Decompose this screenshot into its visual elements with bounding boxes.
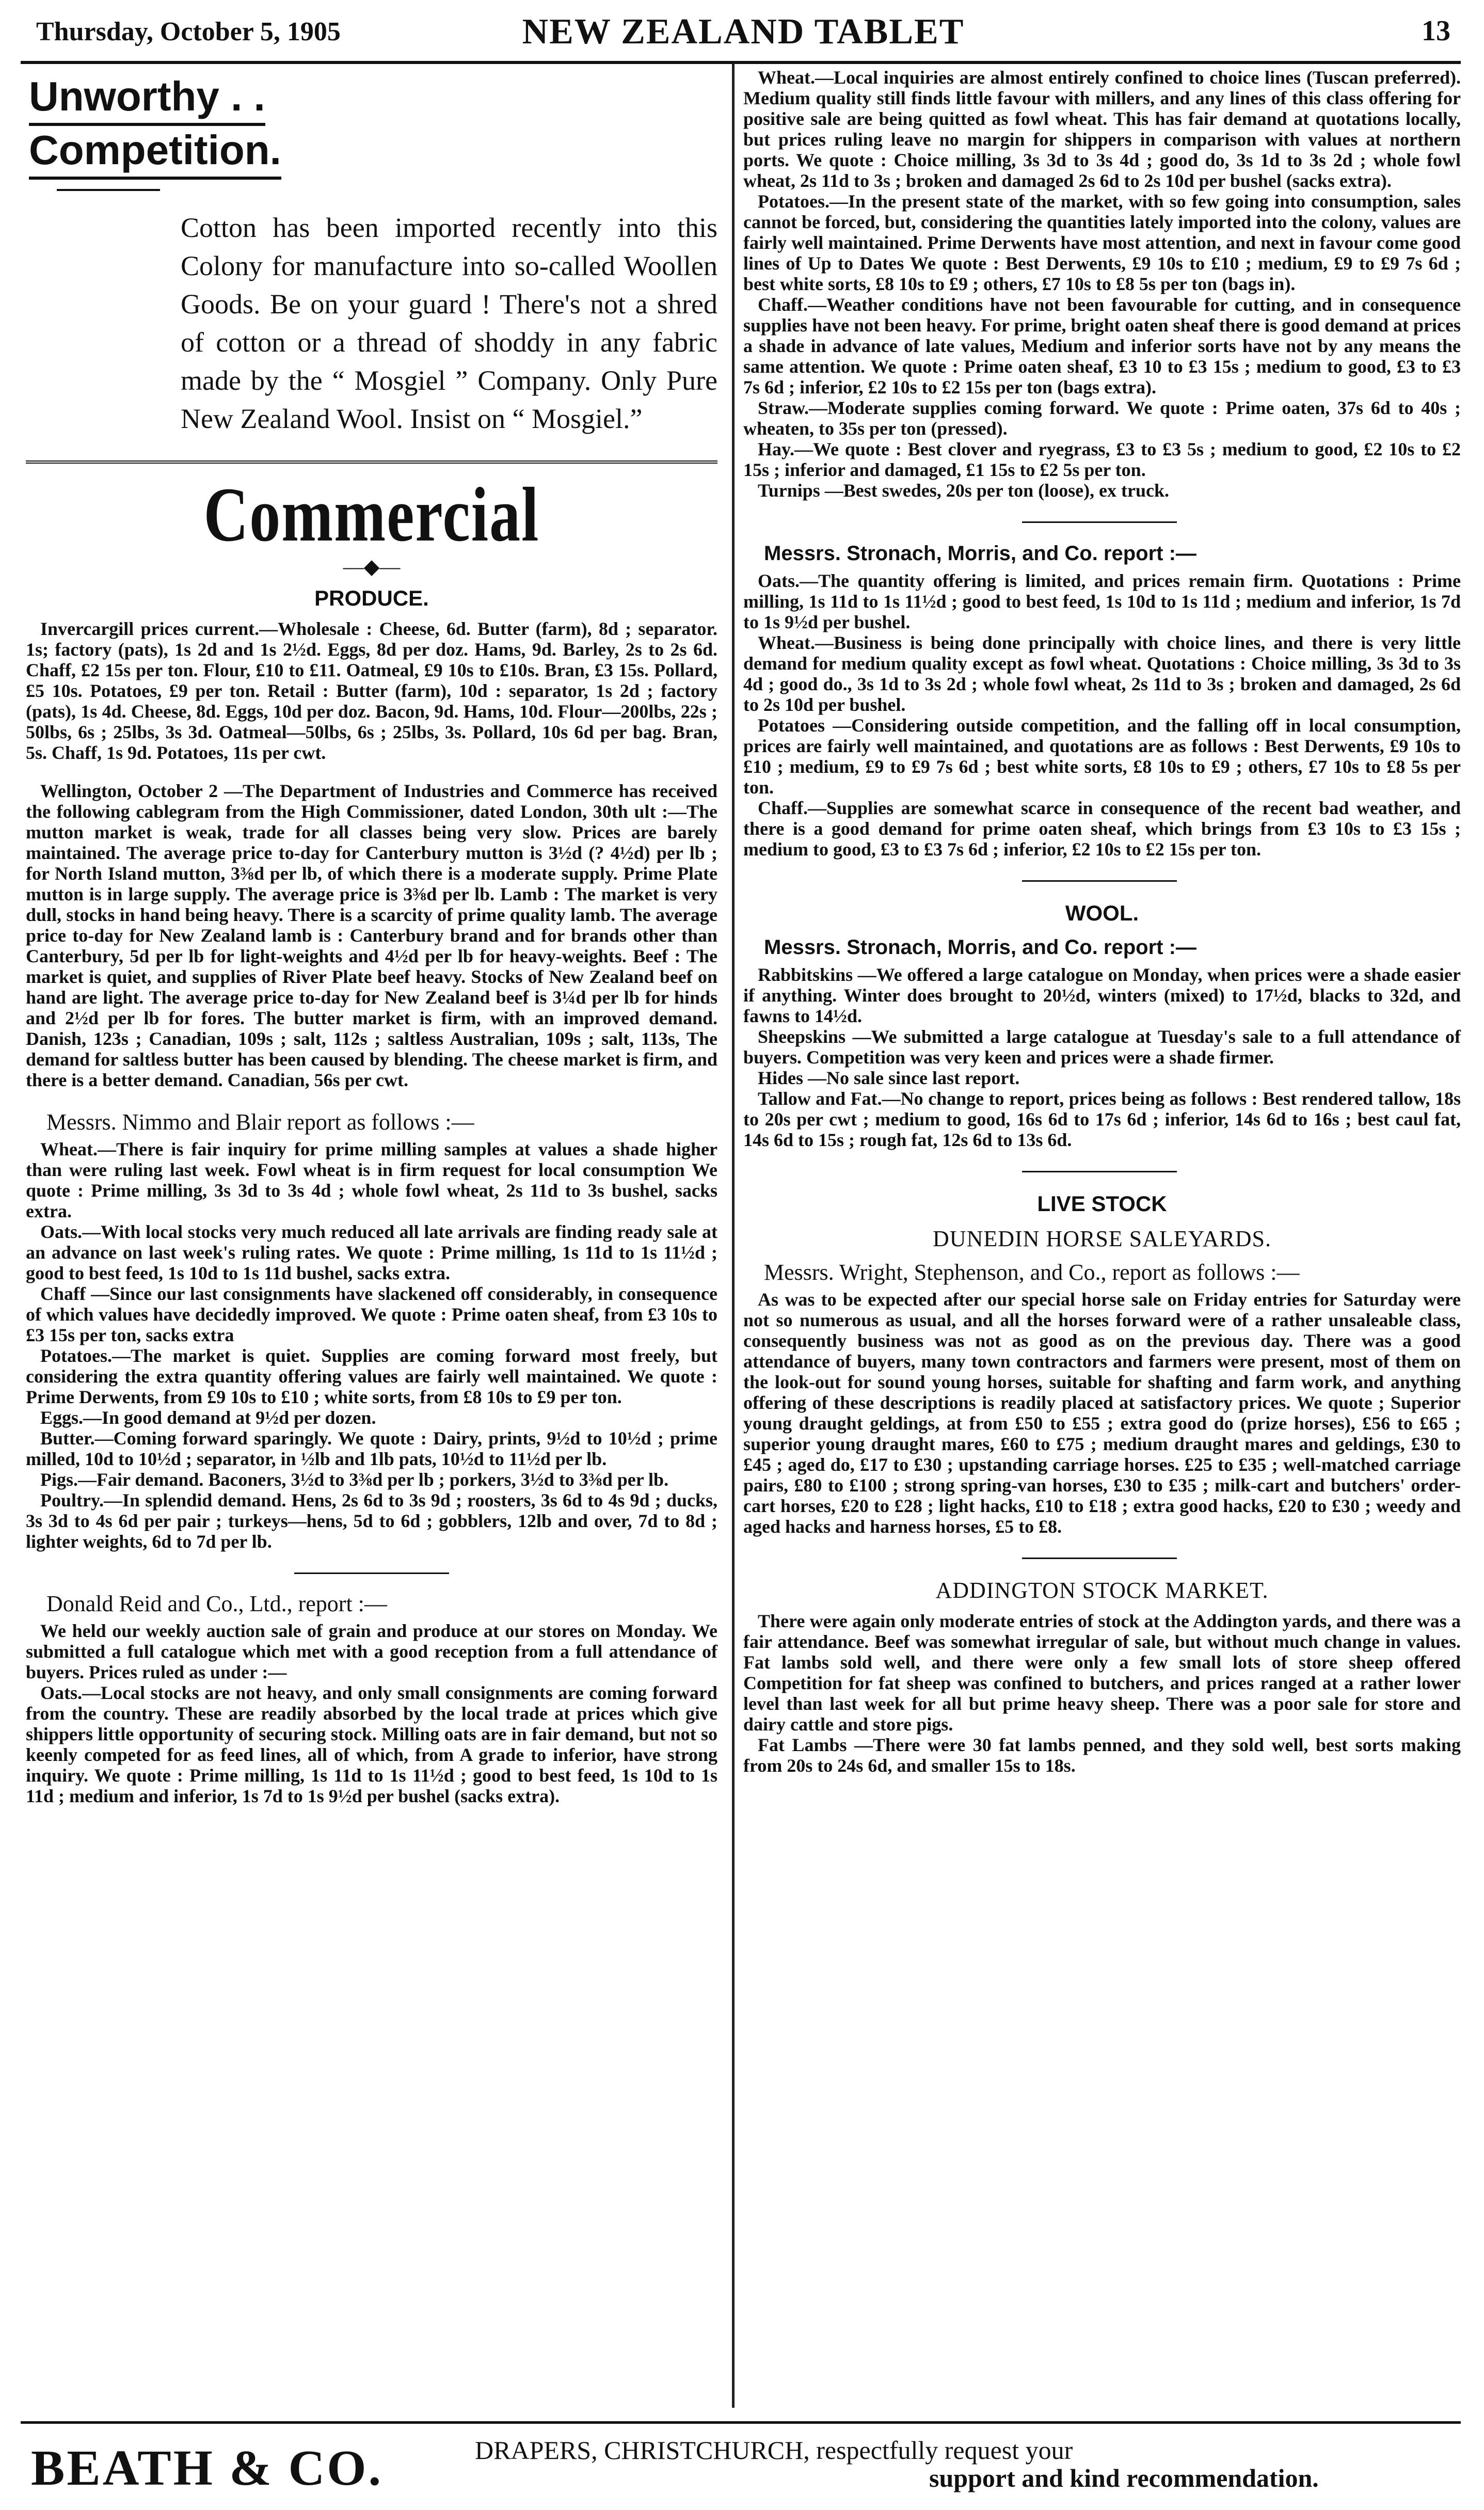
wool-item: Hides —No sale since last report. [758, 1068, 1020, 1088]
issue-date: Thursday, October 5, 1905 [36, 17, 341, 46]
masthead: NEW ZEALAND TABLET [522, 12, 965, 52]
footer-advertisement [21, 2421, 1461, 2501]
divider [1022, 521, 1177, 523]
donald-item: Oats.—Local stocks are not heavy, and only small consignments are coming forward from the country. These are readily absorbed by the local trade at prices which give shippers little opportunity of securing stock. Milling oats are in fair demand, but not so keenly competed for as feed lines, all of which, from A grade to inferior, have strong inquiry. We quote : Prime milling, 1s 11d to 1s 11½d ; good to best feed, 1s 10d to 1s 11d ; medium and inferior, 1s 7d to 1s 9½d per bushel (sacks extra). [26, 1682, 717, 1806]
livestock-heading: LIVE STOCK [1037, 1192, 1167, 1216]
wool-item: Tallow and Fat.—No change to report, prices being as follows : Best rendered tallow, 18s to 20s per cwt ; medium to good, 16s 6d to 17s 6d ; inferior, 14s 6d to 16s ; best caul fat, 14s 6d to 15s ; rough fat, 12s 6d to 13s 6d. [743, 1088, 1461, 1150]
right-column [743, 67, 1461, 1776]
donald-item: Potatoes.—In the present state of the market, with so few going into consumption, sales cannot be forced, but, considering the quantities lately imported into the colony, values are fairly well maintained. Prime Derwents have most attention, and next in favour come good lines of Up to Dates We quote : Best Derwents, £9 10s to £10 ; medium, £9 to £9 7s 6d ; best white sorts, £8 10s to £9 ; others, £7 10s to £8 5s per ton (bags in). [743, 191, 1461, 294]
donald-heading: Donald Reid and Co., Ltd., report :— [46, 1591, 387, 1616]
wool-item: Rabbitskins —We offered a large catalogue on Monday, when prices were a shade easier if anything. Winter does brought to 20½d, winters (mixed) to 17½d, blacks to 32d, and fawns to 14½d. [743, 964, 1461, 1026]
mosgiel-advertisement [26, 72, 717, 438]
divider [1022, 1171, 1177, 1172]
wright-heading: Messrs. Wright, Stephenson, and Co., report as follows :— [764, 1260, 1300, 1285]
stronach-item: Chaff.—Supplies are somewhat scarce in consequence of the recent bad weather, and there is a good demand for prime oaten sheaf, which brings from £3 10s to £3 15s ; medium to good, £3 to £3 7s 6d ; inferior, £2 10s to £2 15s per ton. [743, 798, 1461, 860]
divider [1022, 1558, 1177, 1559]
donald-item: We held our weekly auction sale of grain and produce at our stores on Monday. We submitted a full catalogue which met with a good reception from a full attendance of buyers. Prices ruled as under :— [26, 1621, 717, 1682]
ornament: —◆— [343, 555, 401, 578]
column-divider [732, 64, 735, 2408]
wool-item: Sheepskins —We submitted a large catalogue at Tuesday's sale to a full attendance of buyers. Competition was very keen and prices were a shade firmer. [743, 1026, 1461, 1068]
invercargill-paragraph: Invercargill prices current.—Wholesale : Cheese, 6d. Butter (farm), 8d ; separator. 1s; factory (pats), 1s 2d and 1s 2½d. Eggs, 8d per doz. Hams, 9d. Barley, 2s to 2s 6d. Chaff, £2 15s per ton. Flour, £10 to £11. Oatmeal, £9 10s to £10s. Bran, £3 15s. Pollard, £5 10s. Potatoes, £9 per ton. Retail : Butter (farm), 10d : separator, 1s 2d ; factory (pats), 1s 4d. Cheese, 8d. Eggs, 10d per doz. Bacon, 9d. Hams, 10d. Flour—200lbs, 22s ; 50lbs, 6s ; 25lbs, 3s 3d. Oatmeal—50lbs, 6s ; 25lbs, 3s. Pollard, 10s 6d per bag. Bran, 5s. Chaff, 1s 9d. Potatoes, 11s per cwt. [26, 618, 717, 763]
nimmo-item: Eggs.—In good demand at 9½d per dozen. [40, 1407, 376, 1428]
header-rule [21, 61, 1461, 64]
donald-item: Hay.—We quote : Best clover and ryegrass, £3 to £3 5s ; medium to good, £2 10s to £2 15s ; inferior and damaged, £1 15s to £2 5s per ton. [743, 439, 1461, 480]
ad-text: Cotton has been imported recently into this Colony for manufacture into so-called Woollen Goods. Be on your guard ! There's not a shred of cotton or a thread of shoddy in any fabric made by the “ Mosgiel ” Company. Only Pure New Zealand Wool. Insist on “ Mosgiel.” [181, 212, 717, 434]
addington-item: Fat Lambs —There were 30 fat lambs penned, and they sold well, best sorts making from 20s to 24s 6d, and smaller 15s to 18s. [743, 1735, 1461, 1776]
nimmo-item: Chaff —Since our last consignments have slackened off considerably, in consequence of which values have decidedly improved. We quote : Prime oaten sheaf, from £3 10s to £3 15s per ton, sacks extra [26, 1283, 717, 1345]
nimmo-item: Wheat.—There is fair inquiry for prime milling samples at values a shade higher than were ruling last week. Fowl wheat is in firm request for local consumption We quote : Prime milling, 3s 3d to 3s 4d ; whole fowl wheat, 2s 11d to 3s bushel, sacks extra. [26, 1139, 717, 1221]
footer-line-2: support and kind recommendation. [929, 2464, 1319, 2492]
section-divider [26, 460, 717, 464]
stronach-heading: Messrs. Stronach, Morris, and Co. report :— [764, 542, 1196, 565]
page-header [36, 9, 1450, 56]
wool-subheading: Messrs. Stronach, Morris, and Co. report :— [764, 936, 1196, 959]
addington-item: There were again only moderate entries of stock at the Addington yards, and there was a fair attendance. Beef was somewhat irregular of sale, but without much change in values. Fat lambs sold well, and there were only a few small lots of store sheep offered Competition for fat sheep was confined to butchers, and prices ranged at a rather lower level than last week for all but prime heavy sheep. There was a poor sale for store and dairy cattle and store pigs. [743, 1611, 1461, 1735]
donald-item: Chaff.—Weather conditions have not been favourable for cutting, and in consequence supplies have not been heavy. For prime, bright oaten sheaf there is good demand at prices a shade in advance of late values, Medium and inferior sorts have not by any means the same attention. We quote : Prime oaten sheaf, £3 10 to £3 15s ; medium to good, £3 to £3 7s 6d ; inferior, £2 10s to £2 15s per ton (bags extra). [743, 294, 1461, 398]
produce-heading: PRODUCE. [314, 586, 429, 610]
wellington-paragraph: Wellington, October 2 —The Department of Industries and Commerce has received the following cablegram from the High Commissioner, dated London, 30th ult :—The mutton market is weak, trade for all classes being very slow. Prices are barely maintained. The average price to-day for Canterbury mutton is 3½d (? 4½d) per lb ; for North Island mutton, 3⅜d per lb, of which there is a moderate supply. Prime Plate mutton is in large supply. The average price is 3⅜d per lb. Lamb : The market is very dull, stocks in hand being heavy. There is a scarcity of prime quality lamb. The average price to-day for New Zealand lamb is : Canterbury brand and for brands other than Canterbury, 5d per lb for light-weights and 4½d per lb for heavy-weights. Beef : The market is quiet, and supplies of River Plate beef heavy. Stocks of New Zealand beef on hand are light. The average price to-day for New Zealand beef is 3¼d per lb for hinds and 2½d per lb for fores. The butter market is firm, with an improved demand. Danish, 123s ; Canadian, 109s ; salt, 112s ; saltless Australian, 109s ; salt, 113s, The demand for saltless butter has been caused by blending. The cheese market is firm, and there is a better demand. Canadian, 56s per cwt. [26, 781, 717, 1090]
ad-headline-2: Competition. [29, 126, 281, 180]
footer-line-1: DRAPERS, CHRISTCHURCH, respectfully request your [475, 2436, 1073, 2465]
divider [1022, 880, 1177, 882]
donald-item: Turnips —Best swedes, 20s per ton (loose), ex truck. [758, 480, 1170, 501]
ad-rule [57, 189, 160, 191]
addington-heading: ADDINGTON STOCK MARKET. [935, 1578, 1269, 1603]
wool-heading: WOOL. [1065, 901, 1139, 925]
stronach-item: Wheat.—Business is being done principally with choice lines, and there is very little demand for medium quality except as fowl wheat. Quotations : Choice milling, 3s 3d to 3s 4d ; good do., 3s 1d to 3s 2d ; whole fowl wheat, 2s 11d to 3s ; broken and damaged, 2s 6d to 2s 10d per bushel. [743, 632, 1461, 715]
stronach-item: Oats.—The quantity offering is limited, and prices remain firm. Quotations : Prime milling, 1s 11d to 1s 11½d ; good to best feed, 1s 10d to 1s 11d ; medium and inferior, 1s 7d to 1s 9½d per bushel. [743, 570, 1461, 632]
nimmo-item: Potatoes.—The market is quiet. Supplies are coming forward most freely, but considering the extra quantity offering values are fairly well maintained. We quote : Prime Derwents, from £9 10s to £10 ; white sorts, from £8 10s to £9 per ton. [26, 1345, 717, 1407]
page-number: 13 [1422, 15, 1450, 47]
stronach-item: Potatoes —Considering outside competition, and the falling off in local consumption, prices are fairly well maintained, and quotations are as follows : Best Derwents, £9 10s to £10 ; medium, £9 to £9 7s 6d ; best white sorts, £8 10s to £9 ; others, £7 10s to £8 5s per ton. [743, 715, 1461, 798]
nimmo-item: Oats.—With local stocks very much reduced all late arrivals are finding ready sale at an advance on last week's ruling rates. We quote : Prime milling, 1s 11d to 1s 11½d ; good to best feed, 1s 10d to 1s 11d bushel, sacks extra. [26, 1221, 717, 1283]
divider [294, 1572, 449, 1574]
nimmo-heading: Messrs. Nimmo and Blair report as follows :— [46, 1109, 474, 1135]
nimmo-item: Pigs.—Fair demand. Baconers, 3½d to 3⅜d per lb ; porkers, 3½d to 3⅜d per lb. [40, 1469, 669, 1490]
dunedin-paragraph: As was to be expected after our special horse sale on Friday entries for Saturday were not so numerous as usual, and all the horses forward were of a rather unsaleable class, consequently business was not as good as on the previous day. There was a good attendance of buyers, many town contractors and farmers were present, most of them on the look-out for sound young horses, suitable for shafting and farm work, and anything offering of these descriptions is readily placed at satisfactory prices. We quote ; Superior young draught geldings, at from £50 to £55 ; extra good do (prize horses), £56 to £65 ; superior young draught mares, £60 to £75 ; medium draught mares and geldings, £30 to £45 ; aged do, £17 to £30 ; upstanding carriage horses. £25 to £35 ; well-matched carriage pairs, £80 to £100 ; strong spring-van horses, £30 to £35 ; milk-cart and butchers' order-cart horses, £20 to £28 ; light hacks, £10 to £18 ; extra good hacks, £20 to £30 ; weedy and aged hacks and harness horses, £5 to £8. [743, 1289, 1461, 1537]
donald-item: Straw.—Moderate supplies coming forward. We quote : Prime oaten, 37s 6d to 40s ; wheaten, to 35s per ton (pressed). [743, 398, 1461, 439]
nimmo-item: Butter.—Coming forward sparingly. We quote : Dairy, prints, 9½d to 10½d ; prime milled, 10d to 10½d ; separator, in ½lb and 1lb pats, 10½d to 11½d per lb. [26, 1428, 717, 1469]
section-title: Commercial [203, 471, 540, 558]
dunedin-heading: DUNEDIN HORSE SALEYARDS. [933, 1226, 1271, 1251]
firm-name: BEATH & CO. [31, 2440, 383, 2496]
ad-headline-1: Unworthy . . [29, 72, 265, 126]
left-column [26, 72, 717, 1806]
nimmo-item: Poultry.—In splendid demand. Hens, 2s 6d to 3s 9d ; roosters, 3s 6d to 4s 9d ; ducks, 3s 3d to 4s 6d per pair ; turkeys—hens, 5d to 6d ; gobblers, 12lb and over, 7d to 8d ; lighter weights, 6d to 7d per lb. [26, 1490, 717, 1552]
donald-item: Wheat.—Local inquiries are almost entirely confined to choice lines (Tuscan preferred). Medium quality still finds little favour with millers, and any lines of this class offering for positive sale are being quitted as fowl wheat. This has fair demand at quotations locally, but prices ruling leave no margin for shippers in comparison with values at northern ports. We quote : Choice milling, 3s 3d to 3s 4d ; good do, 3s 1d to 3s 2d ; whole fowl wheat, 2s 11d to 3s ; broken and damaged 2s 6d to 2s 10d per bushel (sacks extra). [743, 67, 1461, 191]
